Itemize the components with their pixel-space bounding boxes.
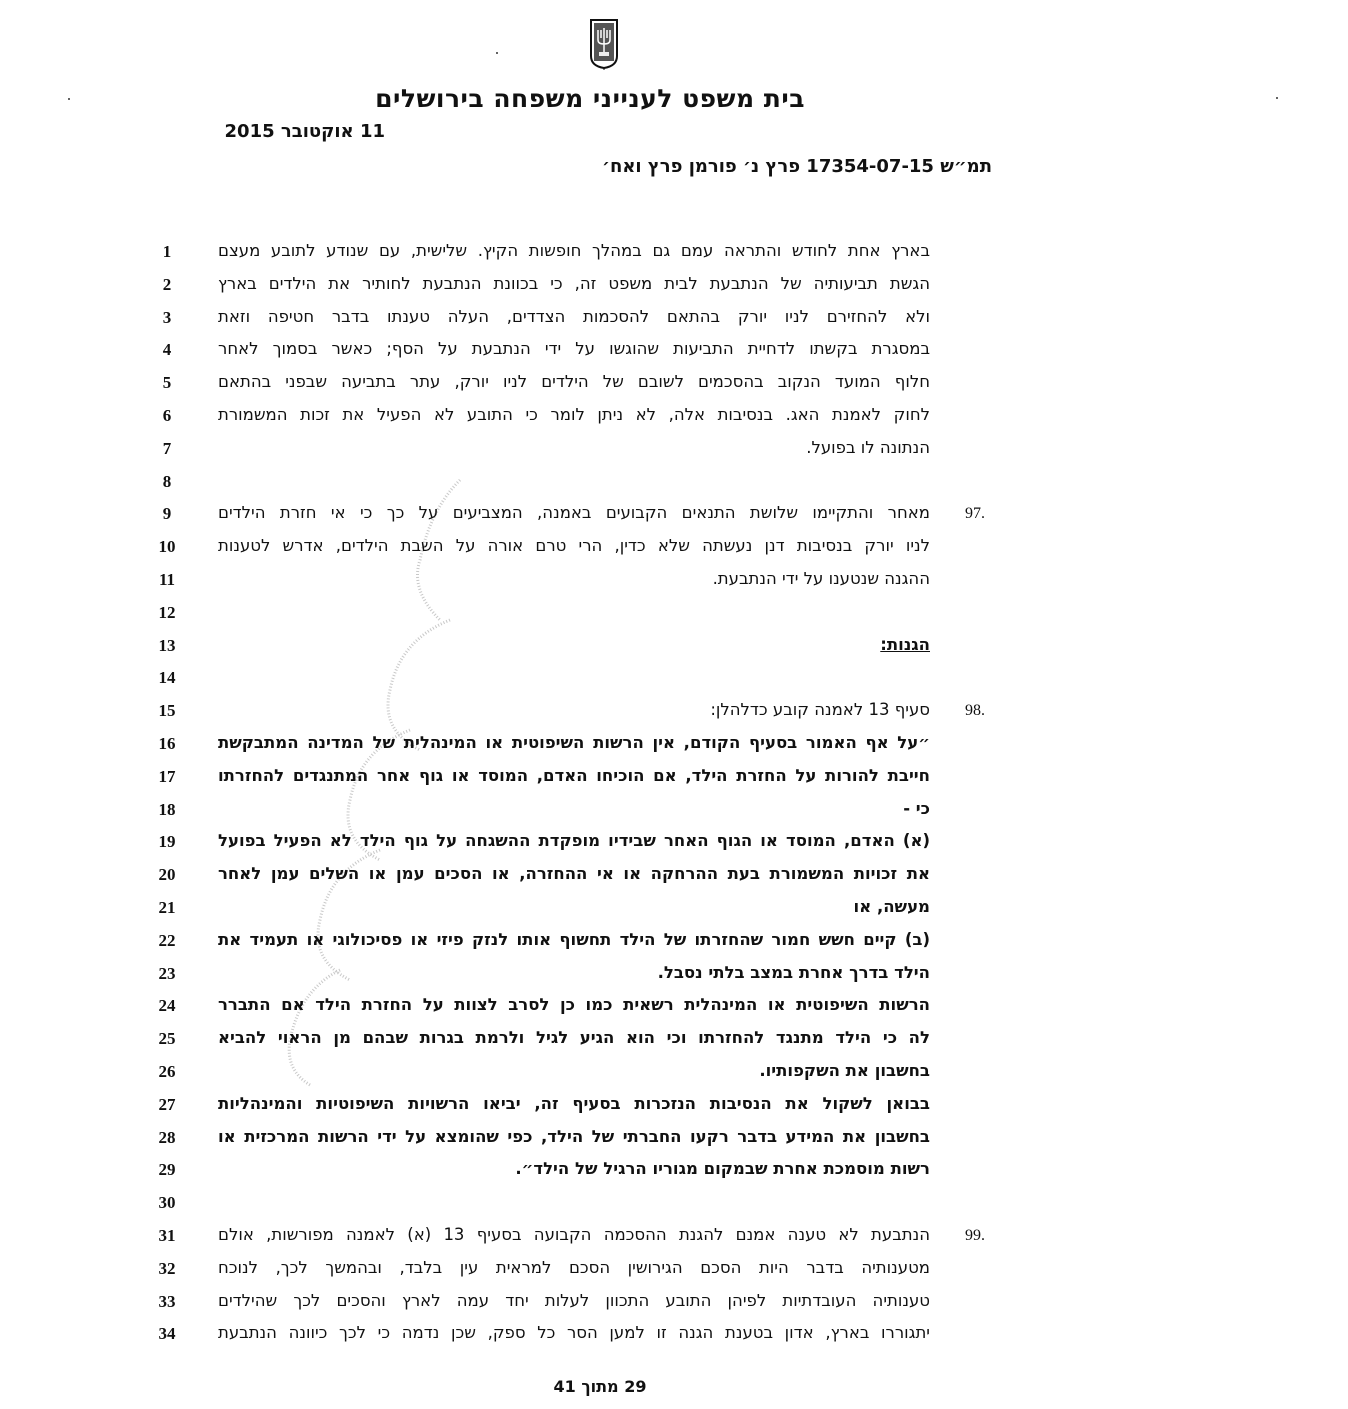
state-emblem-icon [589,18,619,70]
line-number: 18 [158,800,176,819]
line-number: 21 [158,898,176,917]
line-number: 8 [162,472,172,491]
line-number: 1 [162,242,172,261]
text-line: יתגוררו בארץ, אדון בטענת הגנה זו למען הסר כל ספק, שכן נדמה כי לכך כיוונה הנתבעת [218,1323,930,1342]
text-line: את זכויות המשמורת בעת ההרחקה או אי ההחזרה, או הסכים עמן או השלים עמן לאחר [218,864,930,883]
line-number: 34 [158,1324,176,1343]
paragraph-number: 99. [965,1227,985,1244]
text-line: במסגרת בקשתו לדחיית התביעות שהוגשו על ידי הנתבעת על הסף; כאשר בסמוך לאחר [218,339,930,358]
text-line: בארץ אחת לחודש והתראה עמם גם במהלך חופשות הקיץ. שלישית, עם שנודע לתובע מעצם [218,241,930,260]
line-number: 5 [162,373,172,392]
text-line: הנתונה לו בפועל. [806,438,930,457]
line-number: 26 [158,1062,176,1081]
line-number: 28 [158,1128,176,1147]
text-line: לחוק לאמנת האג. בנסיבות אלה, לא ניתן לומר כי התובע לא הפעיל את זכות המשמורת [218,405,930,424]
line-number: 3 [162,308,172,327]
line-number: 32 [158,1259,176,1278]
text-line: לה כי הילד מתנגד להחזרתו וכי הוא הגיע לגיל ולרמת בגרות שבהם מן הראוי להביא [218,1028,930,1047]
text-line: טענותיה העובדתיות לפיהן התובע התכוון לעלות יחד עמה לארץ והסכים לכך שהילדים [218,1291,930,1310]
text-line: כי - [903,799,930,818]
line-number: 24 [158,996,176,1015]
line-number: 12 [158,603,176,622]
line-number: 13 [158,636,176,655]
line-number: 19 [158,832,176,851]
paragraph-number: 97. [965,505,985,522]
line-number: 15 [158,701,176,720]
line-number: 23 [158,964,176,983]
line-number: 30 [158,1193,176,1212]
line-number: 29 [158,1160,176,1179]
line-number: 31 [158,1226,176,1245]
text-line: מעשה, או [853,897,930,916]
text-line: רשות מוסמכת אחרת שבמקום מגוריו הרגיל של הילד״. [515,1159,930,1178]
line-number: 14 [158,668,176,687]
scan-artifact [496,52,498,54]
line-number: 6 [162,406,172,425]
text-line: הילד בדרך אחרת במצב בלתי נסבל. [657,963,930,982]
scan-artifact [68,98,70,100]
text-line: בחשבון את השקפותיו. [759,1061,930,1080]
text-line: חלוף המועד הנקוב בהסכמים לשובם של הילדים לניו יורק, עתר בתביעה שבפני בהתאם [218,372,930,391]
section-heading: הגנות: [880,635,930,654]
line-number: 17 [158,767,176,786]
text-line: הגשת תביעותיה של הנתבעת לבית משפט זה, כי בכוונת הנתבעת לחותיר את הילדים בארץ [218,274,930,293]
text-line: מאחר והתקיימו שלושת התנאים הקבועים באמנה, המצביעים על כך כי אי חזרת הילדים [218,503,930,522]
scan-artifact [1276,97,1278,99]
court-name: בית משפט לענייני משפחה בירושלים [375,84,805,113]
line-number: 10 [158,537,176,556]
paragraph-number: 98. [965,702,985,719]
case-number: תמ״ש 17354-07-15 פרץ נ׳ פורמן פרץ ואח׳ [601,156,992,177]
line-number: 33 [158,1292,176,1311]
text-line: הרשות השיפוטית או המינהלית רשאית כמו כן לסרב לצוות על החזרת הילד אם התברר [218,995,930,1014]
text-line: בבואן לשקול את הנסיבות הנזכרות בסעיף זה, יביאו הרשויות השיפוטיות והמינהליות [218,1094,930,1113]
line-number: 22 [158,931,176,950]
text-line: ההגנה שנטענו על ידי הנתבעת. [712,569,930,588]
text-line: מטענותיה בדבר היות הסכם הגירושין הסכם למראית עין בלבד, ובהמשך לכך, לנוכח [218,1258,930,1277]
document-date: 11 אוקטובר 2015 [224,121,385,142]
line-number: 11 [158,570,176,589]
text-line: חייבת להורות על החזרת הילד, אם הוכיחו האדם, המוסד או גוף אחר המתנגדים להחזרתו [218,766,930,785]
text-line: ״על אף האמור בסעיף הקודם, אין הרשות השיפוטית או המינהלית של המדינה המתבקשת [218,733,930,752]
text-line: לניו יורק בנסיבות דנן נעשתה שלא כדין, הרי טרם אורה על השבת הילדים, אדרש לטענות [218,536,930,555]
text-line: (א) האדם, המוסד או הגוף האחר שבידיו מופקדת ההשגחה על גוף הילד לא הפעיל בפועל [218,831,930,850]
text-line: סעיף 13 לאמנה קובע כדלהלן: [710,700,930,719]
text-line: בחשבון את המידע בדבר רקעו החברתי של הילד, כפי שהומצא על ידי הרשות המרכזית או [218,1127,930,1146]
text-line: הנתבעת לא טענה אמנם להגנת ההסכמה הקבועה בסעיף 13 (א) לאמנה מפורשות, אולם [218,1225,930,1244]
page-number: 29 מתוך 41 [553,1377,647,1396]
line-number: 2 [162,275,172,294]
line-number: 7 [162,439,172,458]
line-number: 16 [158,734,176,753]
line-number: 27 [158,1095,176,1114]
line-number: 9 [162,504,172,523]
text-line: (ב) קיים חשש חמור שהחזרתו של הילד תחשוף אותו לנזק פיזי או פסיכולוגי או תעמיד את [218,930,930,949]
line-number: 20 [158,865,176,884]
line-number: 4 [162,340,172,359]
line-number: 25 [158,1029,176,1048]
text-line: ולא להחזירם לניו יורק בהתאם להסכמות הצדדים, העלה טענתו בדבר חטיפה וזאת [218,307,930,326]
